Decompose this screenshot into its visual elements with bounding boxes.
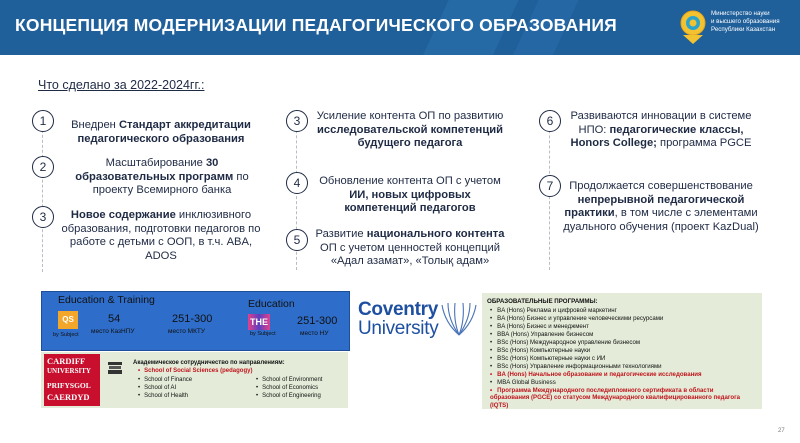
ranking-title: Education xyxy=(248,298,295,310)
program-item: • MBA Global Business xyxy=(490,379,556,386)
cardiff-university-logo: CARDIFF UNIVERSITY PRIFYSGOL CAERDYD xyxy=(44,354,100,406)
page-number: 27 xyxy=(778,428,785,434)
step-text: Развиваются инновации в системе НПО: педагогические классы, Honors College; программа PGCE xyxy=(570,110,752,149)
step-text: Внедрен Стандарт аккредитации педагогического образования xyxy=(71,119,251,145)
cooperation-title: Академическое сотрудничество по направлениям: xyxy=(133,360,285,366)
list-item: • School of Engineering xyxy=(256,393,321,399)
ranking-value: 251-300 xyxy=(297,315,338,327)
program-item: • Программа Международного последипломного сертификата в области образования (PGCE) со статусом Международного квалифицированного педагога (IQTS) xyxy=(490,387,752,409)
timeline-line xyxy=(42,120,44,272)
program-item: • BSc (Hons) Компьютерные науки xyxy=(490,347,590,354)
the-logo-icon: THE xyxy=(248,314,270,330)
programs-title: ОБРАЗОВАТЕЛЬНЫЕ ПРОГРАММЫ: xyxy=(487,298,598,305)
books-icon xyxy=(107,360,123,376)
step-number: 6 xyxy=(539,110,561,132)
program-item: • BSc (Hons) Управление информационными технологиями xyxy=(490,363,662,370)
ranking-caption: место НУ xyxy=(300,330,329,337)
list-item: • School of Finance xyxy=(138,377,192,383)
list-item: • School of Health xyxy=(138,393,188,399)
list-item: • School of AI xyxy=(138,385,176,391)
step-text: Продолжается совершенствование непрерывной педагогической практики, в том числе с элементами дуального обучения (проект KazDual) xyxy=(563,180,759,233)
coventry-phoenix-icon xyxy=(440,299,478,339)
step-number: 1 xyxy=(32,110,54,132)
kazakhstan-emblem-icon xyxy=(680,8,706,46)
ranking-value: 54 xyxy=(108,313,121,325)
step-number: 5 xyxy=(286,229,308,251)
step-text: Развитие национального контента ОП с учетом ценностей концепций «Адал азамат», «Толық адам» xyxy=(315,228,505,267)
program-item: • BA (Hons) Бизнес и управление человеческими ресурсами xyxy=(490,315,663,322)
program-item: • BSc (Hons) Международное управление бизнесом xyxy=(490,339,640,346)
header-bar xyxy=(0,0,800,55)
step-text: Новое содержание инклюзивного образования, подготовки педагогов по работе с детьми с ООП, в т.ч. ABA, ADOS xyxy=(61,209,261,262)
list-item: • School of Social Sciences (pedagogy) xyxy=(138,368,252,374)
step-number: 3 xyxy=(286,110,308,132)
list-item: • School of Economics xyxy=(256,385,318,391)
step-number: 7 xyxy=(539,175,561,197)
page-title: КОНЦЕПЦИЯ МОДЕРНИЗАЦИИ ПЕДАГОГИЧЕСКОГО ОБРАЗОВАНИЯ xyxy=(15,15,617,35)
step-text: Масштабирование 30 образовательных программ по проекту Всемирного банка xyxy=(75,157,249,196)
ranking-caption: место МКТУ xyxy=(168,328,205,335)
coventry-logo-text: Coventry xyxy=(358,299,438,320)
coventry-logo-text: University xyxy=(358,318,439,339)
step-number: 3 xyxy=(32,206,54,228)
section-title: Что сделано за 2022-2024гг.: xyxy=(38,78,205,92)
ranking-title: Education & Training xyxy=(58,294,155,306)
program-item: • BA (Hons) Бизнес и менеджмент xyxy=(490,323,589,330)
step-text: Обновление контента ОП с учетом ИИ, новых цифровых компетенций педагогов xyxy=(319,175,501,214)
program-item: • BA (Hons) Начальное образование и педагогические исследования xyxy=(490,371,702,378)
ranking-caption: место КазНПУ xyxy=(91,328,135,335)
program-item: • BBA (Hons) Управление бизнесом xyxy=(490,331,593,338)
program-item: • BA (Hons) Реклама и цифровой маркетинг xyxy=(490,307,617,314)
step-number: 4 xyxy=(286,172,308,194)
step-number: 2 xyxy=(32,156,54,178)
by-subject-label: by Subject xyxy=(250,331,276,337)
program-item: • BSc (Hons) Компьютерные науки с ИИ xyxy=(490,355,605,362)
step-text: Усиление контента ОП по развитию исследовательской компетенций будущего педагога xyxy=(316,110,504,149)
list-item: • School of Environment xyxy=(256,377,322,383)
by-subject-label: by Subject xyxy=(53,332,79,338)
ranking-value: 251-300 xyxy=(172,313,213,325)
qs-logo-icon: QS xyxy=(58,311,78,329)
ministry-name: Министерство науки и высшего образования Республики Казахстан xyxy=(711,10,780,33)
